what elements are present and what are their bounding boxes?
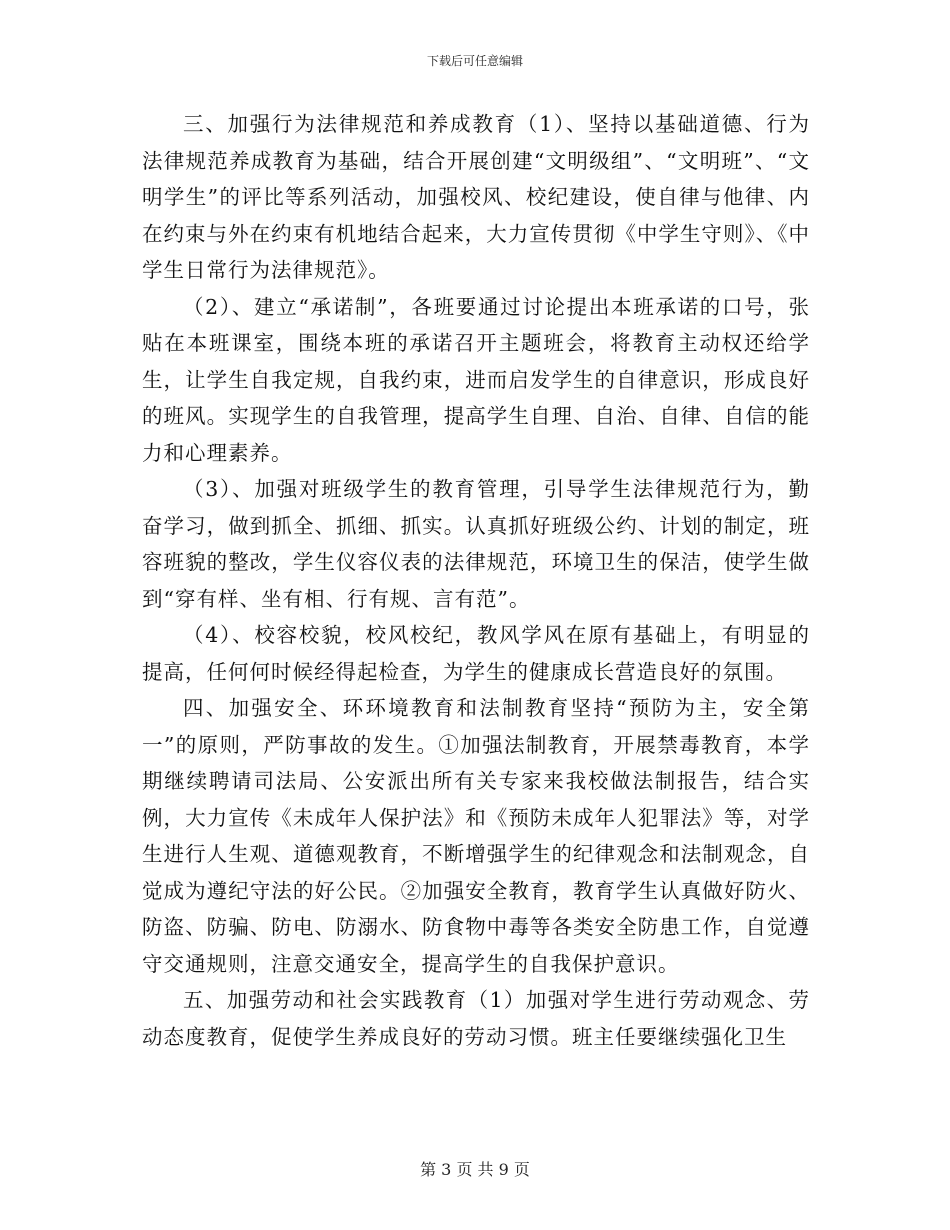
paragraph-item-3: （3）、加强对班级学生的教育管理，引导学生法律规范行为，勤奋学习，做到抓全、抓细、抓实。认真抓好班级公约、计划的制定，班容班貌的整改，学生仪容仪表的法律规范，环境卫生的保洁，使学生做到“穿有样、坐有相、行有规、言有范”。	[142, 477, 810, 611]
paragraph-item-4: （4）、校容校貌，校风校纪，教风学风在原有基础上，有明显的提高，任何何时候经得起检查，为学生的健康成长营造良好的氛围。	[142, 623, 810, 684]
paragraph-section-4: 四、加强安全、环环境教育和法制教育坚持“预防为主，安全第一”的原则，严防事故的发生。①加强法制教育，开展禁毒教育，本学期继续聘请司法局、公安派出所有关专家来我校做法制报告，结合实例，大力宣传《未成年人保护法》和《预防未成年人犯罪法》等，对学生进行人生观、道德观教育，不断增强学生的纪律观念和法制观念，自觉成为遵纪守法的好公民。②加强安全教育，教育学生认真做好防火、防盗、防骗、防电、防溺水、防食物中毒等各类安全防患工作，自觉遵守交通规则，注意交通安全，提高学生的自我保护意识。	[142, 696, 810, 976]
page-number-footer: 第 3 页 共 9 页	[420, 1160, 530, 1179]
paragraph-section-3: 三、加强行为法律规范和养成教育（1）、坚持以基础道德、行为法律规范养成教育为基础，结合开展创建“文明级组”、“文明班”、“文明学生”的评比等系列活动，加强校风、校纪建设，使自律与他律、内在约束与外在约束有机地结合起来，大力宣传贯彻《中学生守则》、《中学生日常行为法律规范》。	[142, 112, 810, 282]
document-body	[142, 106, 810, 1055]
page-header-note: 下载后可任意编辑	[426, 54, 523, 68]
paragraph-section-5: 五、加强劳动和社会实践教育（1）加强对学生进行劳动观念、劳动态度教育，促使学生养成良好的劳动习惯。班主任要继续强化卫生	[142, 988, 810, 1049]
paragraph-item-2: （2）、建立“承诺制”，各班要通过讨论提出本班承诺的口号，张贴在本班课室，围绕本班的承诺召开主题班会，将教育主动权还给学生，让学生自我定规，自我约束，进而启发学生的自律意识，形成良好的班风。实现学生的自我管理，提高学生自理、自治、自律、自信的能力和心理素养。	[142, 294, 810, 465]
